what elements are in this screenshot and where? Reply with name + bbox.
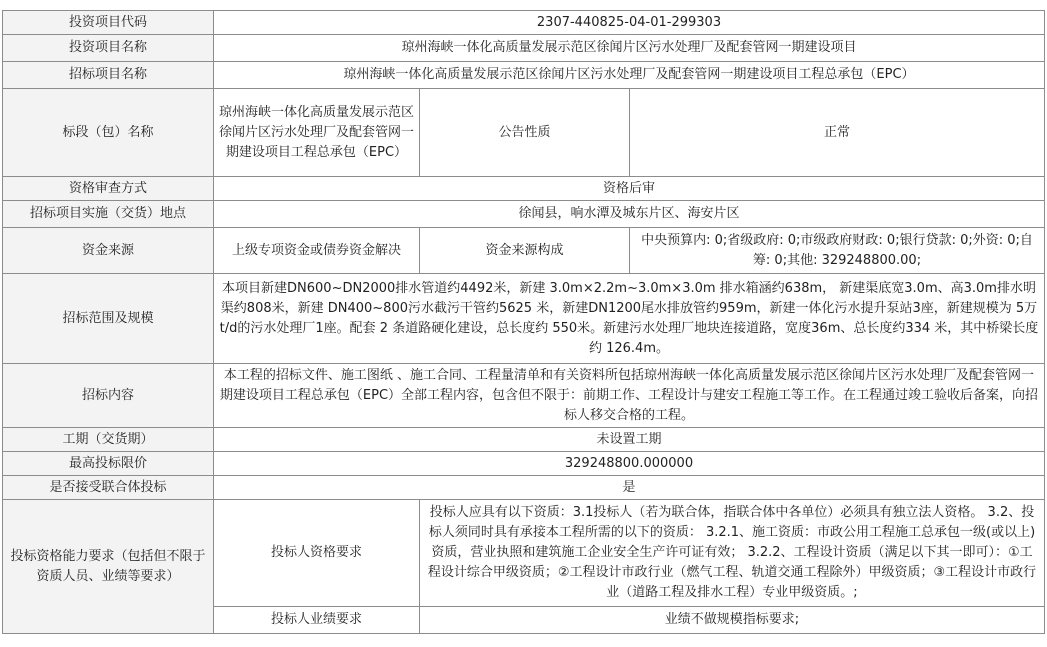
funding-label: 资金来源 [3, 228, 214, 274]
duration-value: 未设置工期 [214, 428, 1045, 452]
row-location [3, 201, 1045, 228]
row-section [3, 89, 1045, 177]
row-project-name [3, 35, 1045, 62]
project-code-label: 投资项目代码 [3, 11, 214, 35]
funding-composition-label: 资金来源构成 [420, 228, 630, 274]
consortium-label: 是否接受联合体投标 [3, 476, 214, 500]
max-price-value: 329248800.000000 [214, 452, 1045, 476]
location-label: 招标项目实施（交货）地点 [3, 201, 214, 228]
review-method-value: 资格后审 [214, 177, 1045, 201]
scope-value: 本项目新建DN600~DN2000排水管道约4492米，新建 3.0m×2.2m~3.0m×3.0m 排水箱涵约638m， 新建渠底宽3.0m、高3.0m排水明渠约808米，新建 DN400~800污水截污干管约5625 米，新建DN1200尾水排放管约959m，新建一体化污水提升泵站3座，新建规模为 5万 t/d的污水处理厂1座。配套 2 条道路硬化建设，总长度约 550米。新建污水处理厂地块连接道路，宽度36m、总长度约334 米，其中桥梁长度约 126.4m。 [214, 274, 1045, 364]
funding-value: 上级专项资金或债券资金解决 [214, 228, 420, 274]
review-method-label: 资格审查方式 [3, 177, 214, 201]
content-label: 招标内容 [3, 364, 214, 428]
location-value: 徐闻县，响水潭及城东片区、海安片区 [214, 201, 1045, 228]
bid-project-name-label: 招标项目名称 [3, 62, 214, 89]
performance-label: 投标人业绩要求 [214, 607, 420, 634]
max-price-label: 最高投标限价 [3, 452, 214, 476]
row-qualification [3, 500, 1045, 607]
row-bid-project-name [3, 62, 1045, 89]
project-name-value: 琼州海峡一体化高质量发展示范区徐闻片区污水处理厂及配套管网一期建设项目 [214, 35, 1045, 62]
bidder-qualification-value: 投标人应具有以下资质：3.1投标人（若为联合体，指联合体中各单位）必须具有独立法人资格。 3.2、投标人须同时具有承接本工程所需的以下的资质： 3.2.1、施工资质：市政公用工程施工总承包一级(或以上)资质，营业执照和建筑施工企业安全生产许可证有效； 3.2.2、工程设计资质（满足以下其一即可）：①工程设计综合甲级资质；②工程设计市政行业（燃气工程、轨道交通工程除外）甲级资质；③工程设计市政行业（道路工程及排水工程）专业甲级资质。; [420, 500, 1045, 607]
row-consortium [3, 476, 1045, 500]
row-max-price [3, 452, 1045, 476]
bidder-qualification-label: 投标人资格要求 [214, 500, 420, 607]
qualification-label: 投标资格能力要求（包括但不限于资质人员、业绩等要求） [3, 500, 214, 634]
duration-label: 工期（交货期） [3, 428, 214, 452]
row-review-method [3, 177, 1045, 201]
project-name-label: 投资项目名称 [3, 35, 214, 62]
row-duration [3, 428, 1045, 452]
row-funding [3, 228, 1045, 274]
row-project-code [3, 11, 1045, 35]
project-code-value: 2307-440825-04-01-299303 [214, 11, 1045, 35]
performance-value: 业绩不做规模指标要求; [420, 607, 1045, 634]
section-label: 标段（包）名称 [3, 89, 214, 177]
tender-info-table [2, 10, 1045, 634]
section-value: 琼州海峡一体化高质量发展示范区徐闻片区污水处理厂及配套管网一期建设项目工程总承包（EPC） [214, 89, 420, 177]
nature-value: 正常 [630, 89, 1045, 177]
scope-label: 招标范围及规模 [3, 274, 214, 364]
bid-project-name-value: 琼州海峡一体化高质量发展示范区徐闻片区污水处理厂及配套管网一期建设项目工程总承包（EPC） [214, 62, 1045, 89]
funding-composition-value: 中央预算内: 0;省级政府: 0;市级政府财政: 0;银行贷款: 0;外资: 0;自筹: 0;其他: 329248800.00; [630, 228, 1045, 274]
row-scope [3, 274, 1045, 364]
nature-label: 公告性质 [420, 89, 630, 177]
content-value: 本工程的招标文件、施工图纸 、施工合同、工程量清单和有关资料所包括琼州海峡一体化高质量发展示范区徐闻片区污水处理厂及配套管网一期建设项目工程总承包（EPC）全部工程内容，包含但不限于：前期工作、工程设计与建安工程施工等工作。在工程通过竣工验收后备案，向招标人移交合格的工程。 [214, 364, 1045, 428]
row-content [3, 364, 1045, 428]
consortium-value: 是 [214, 476, 1045, 500]
